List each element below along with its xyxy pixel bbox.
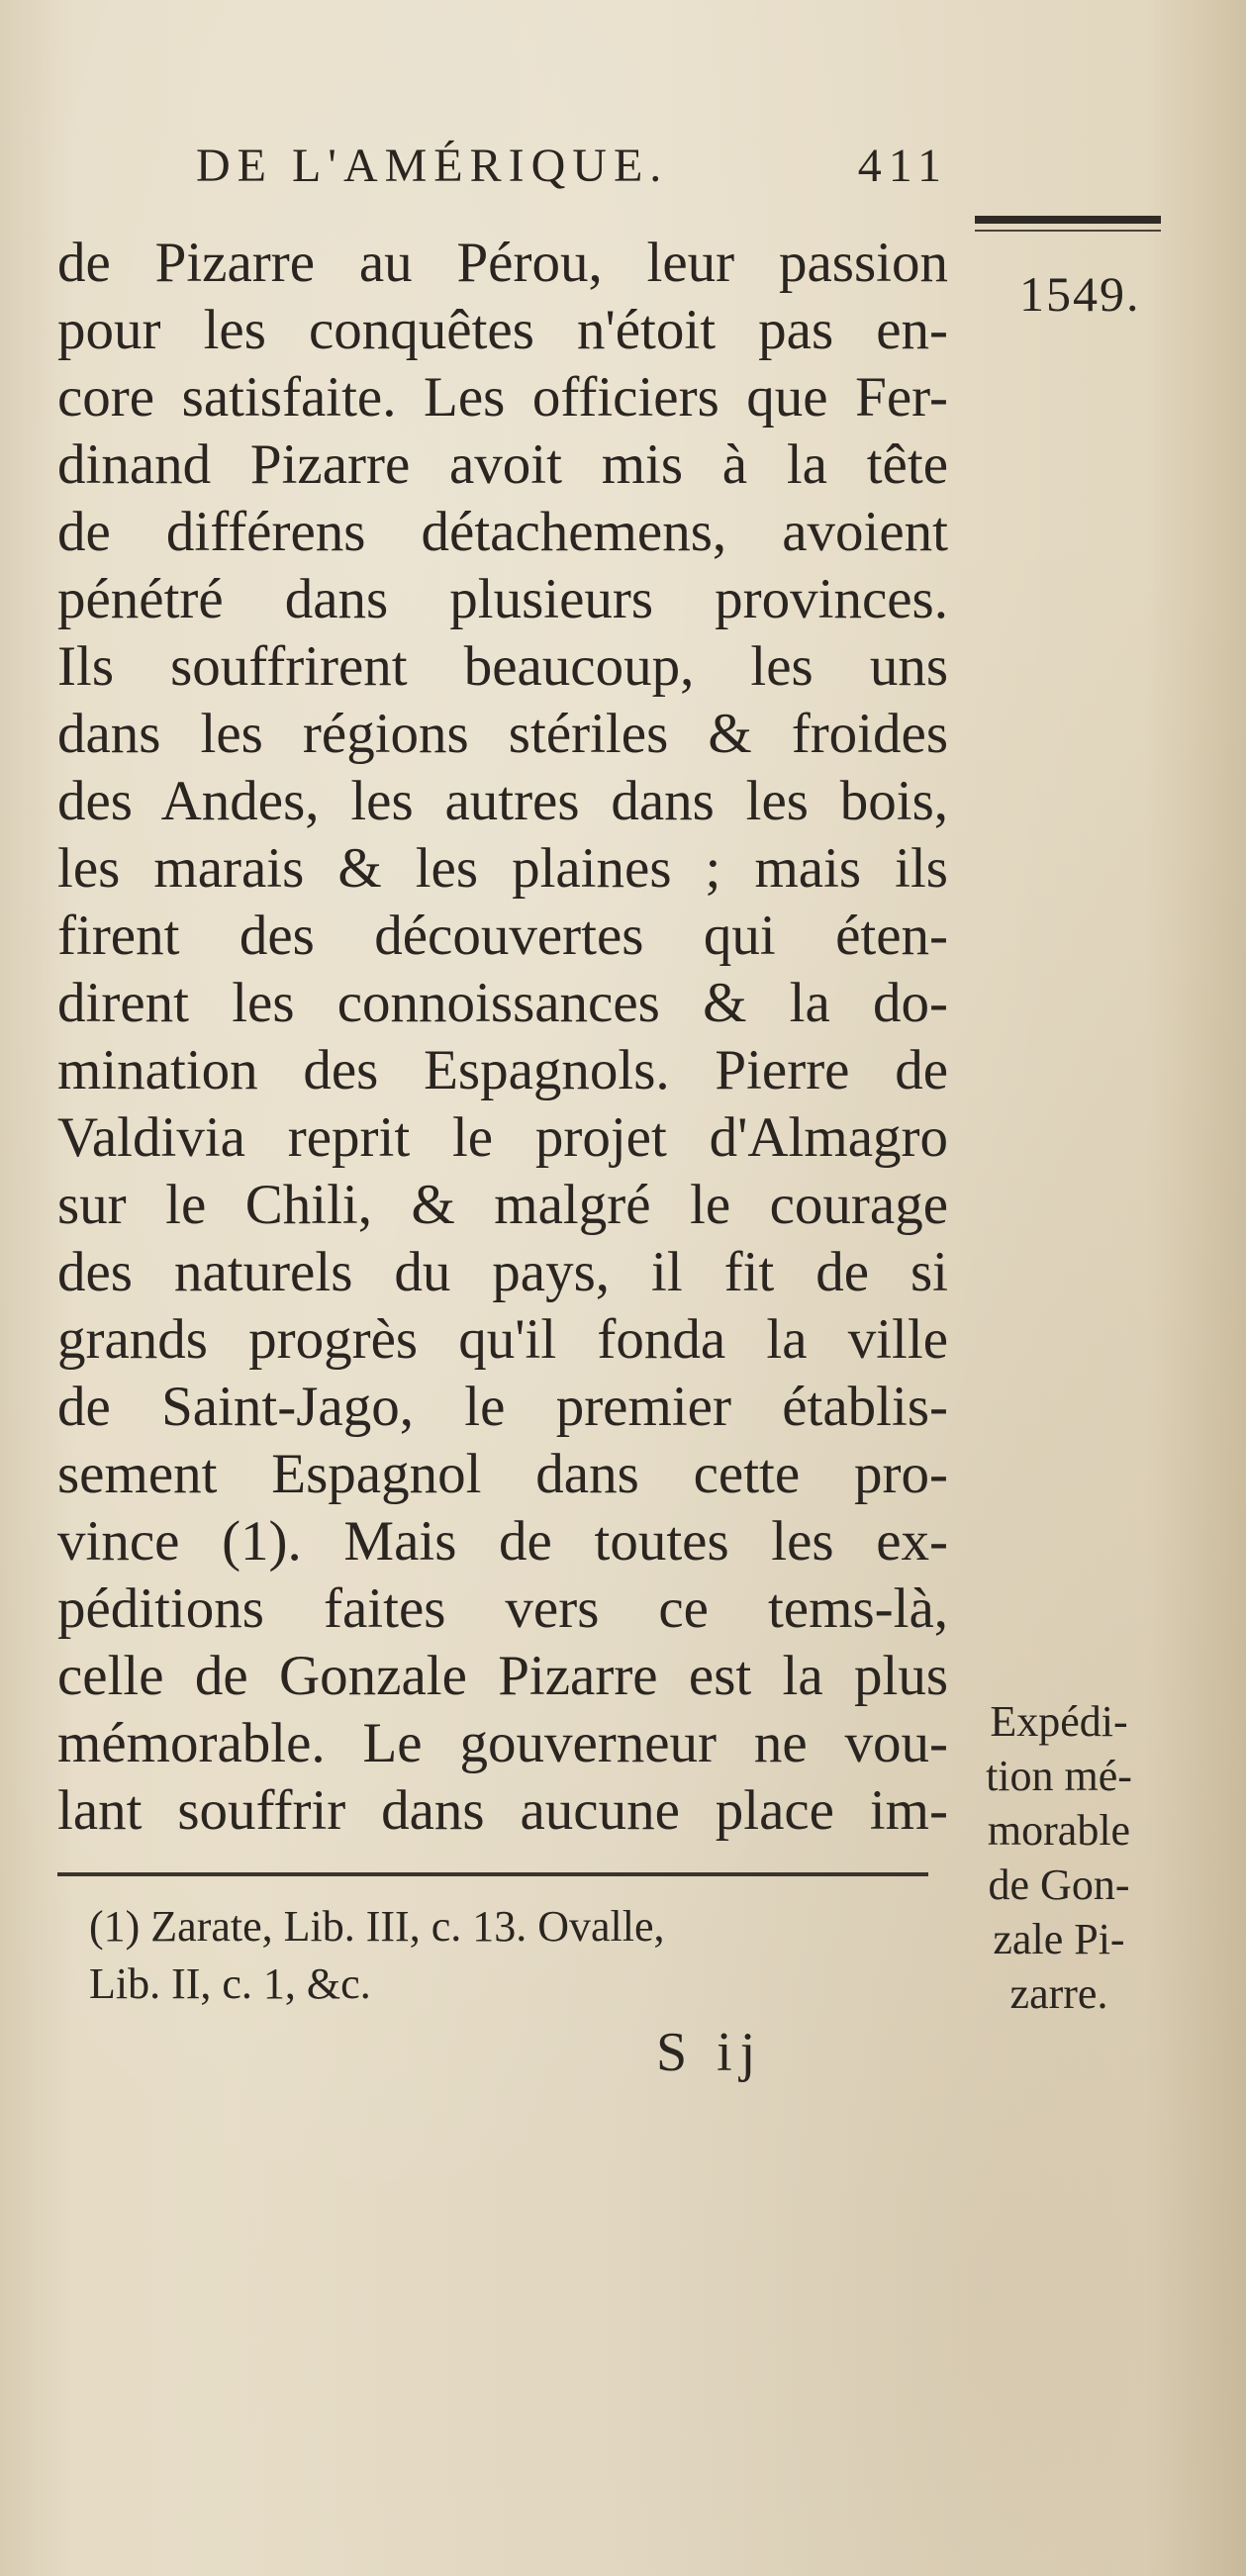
body-line: pour les conquêtes n'étoit pas en-	[57, 299, 948, 361]
body-line: pénétré dans plusieurs provinces.	[57, 568, 948, 630]
body-line: core satisfaite. Les officiers que Fer-	[57, 366, 948, 429]
body-line: grands progrès qu'il fonda la ville	[57, 1308, 948, 1371]
margin-rule-thin	[975, 230, 1161, 232]
margin-year: 1549.	[1019, 266, 1141, 322]
margin-note-line: morable	[987, 1806, 1131, 1855]
margin-note-line: tion mé-	[986, 1752, 1132, 1800]
page-number: 411	[857, 140, 948, 192]
body-line: dinand Pizarre avoit mis à la tête	[57, 433, 948, 496]
body-line: des naturels du pays, il fit de si	[57, 1241, 948, 1303]
body-line: de Saint-Jago, le premier établis-	[57, 1376, 948, 1438]
body-line: Valdivia reprit le projet d'Almagro	[57, 1106, 948, 1169]
margin-note-line: de Gon-	[988, 1860, 1130, 1909]
body-line: vince (1). Mais de toutes les ex-	[57, 1510, 948, 1573]
body-line: les marais & les plaines ; mais ils	[57, 837, 948, 900]
body-line: dans les régions stériles & froides	[57, 703, 948, 765]
body-line: Ils souffrirent beaucoup, les uns	[57, 635, 948, 698]
body-line: lant souffrir dans aucune place im-	[57, 1779, 948, 1842]
footnote-line: (1) Zarate, Lib. III, c. 13. Ovalle,	[89, 1902, 665, 1951]
header-title: DE L'AMÉRIQUE.	[196, 140, 669, 192]
body-line: sur le Chili, & malgré le courage	[57, 1174, 948, 1236]
margin-note-line: zale Pi-	[993, 1915, 1125, 1963]
signature-mark: S ij	[656, 2022, 764, 2083]
body-line: firent des découvertes qui éten-	[57, 905, 948, 967]
body-line: dirent les connoissances & la do-	[57, 972, 948, 1034]
body-line: péditions faites vers ce tems-là,	[57, 1577, 948, 1640]
margin-note-line: Expédi-	[990, 1697, 1128, 1746]
running-header	[196, 139, 948, 193]
body-line: celle de Gonzale Pizarre est la plus	[57, 1645, 948, 1707]
body-line: mination des Espagnols. Pierre de	[57, 1039, 948, 1101]
body-line: des Andes, les autres dans les bois,	[57, 770, 948, 832]
footnote-rule	[57, 1872, 928, 1876]
body-text	[57, 230, 948, 1845]
body-line: de Pizarre au Pérou, leur passion	[57, 232, 948, 294]
footnote-line: Lib. II, c. 1, &c.	[89, 1959, 371, 2008]
margin-rule	[975, 216, 1161, 224]
margin-note	[955, 1694, 1163, 2021]
body-line: de différens détachemens, avoient	[57, 501, 948, 563]
margin-note-line: zarre.	[1009, 1969, 1108, 2018]
body-line: mémorable. Le gouverneur ne vou-	[57, 1712, 948, 1774]
footnotes	[89, 1898, 940, 2013]
body-line: sement Espagnol dans cette pro-	[57, 1443, 948, 1505]
